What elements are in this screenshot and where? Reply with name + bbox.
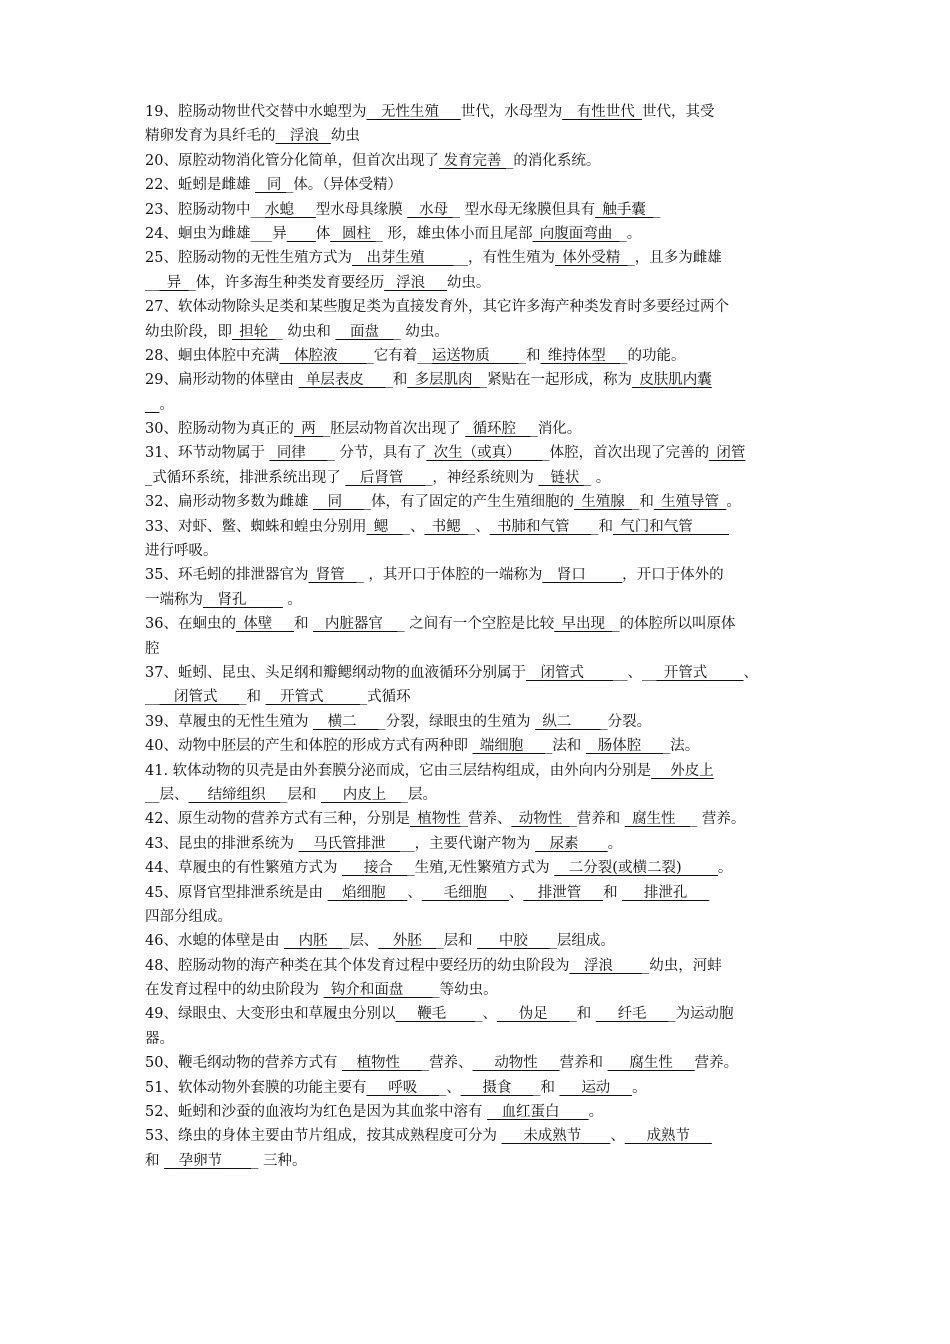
text-segment: 。 xyxy=(607,835,623,852)
answer-blank: ___动物性___ xyxy=(472,1055,560,1072)
text-line xyxy=(145,100,815,124)
text-segment: 53、绦虫的身体主要由节片组成，按其成熟程度可分为 xyxy=(145,1128,502,1145)
answer-blank: _气门和气管_____ xyxy=(612,518,729,535)
text-line xyxy=(145,222,815,246)
answer-blank: ___接合__ xyxy=(342,860,408,877)
answer-blank: __有性世代_ xyxy=(562,104,642,120)
answer-blank: _书肺和气管___ xyxy=(489,518,592,535)
text-segment: 幼虫阶段，即 xyxy=(145,323,232,340)
text-segment: __、__ xyxy=(612,664,657,681)
text-segment: _法和 xyxy=(545,738,586,755)
text-segment: 30、腔肠动物为真正的 xyxy=(145,421,294,438)
text-segment: 。 xyxy=(159,396,174,413)
text-line xyxy=(145,320,815,344)
text-segment: 40、动物中胚层的产生和体腔的形成方式有两种即 xyxy=(145,738,473,755)
text-segment: 四部分组成。 xyxy=(145,908,232,925)
text-line xyxy=(145,856,815,880)
text-segment: _营养、 xyxy=(460,811,512,828)
text-segment: 29、扁形动物的体壁由 xyxy=(145,372,299,389)
text-line xyxy=(145,295,815,319)
answer-blank: __闭管式___ xyxy=(159,689,240,706)
text-segment: _的消化系统。 xyxy=(506,152,601,169)
text-segment: 腔 xyxy=(145,640,160,657)
answer-blank: _动物性_ xyxy=(511,811,570,828)
text-line xyxy=(145,393,815,417)
text-segment: _体，许多海生种类发育要经历 xyxy=(188,274,385,291)
text-segment: 36、在蛔虫的 xyxy=(145,616,236,633)
text-line xyxy=(145,783,815,807)
answer-blank: ___中胶___ xyxy=(477,933,550,950)
answer-blank: __ xyxy=(145,396,160,413)
text-line xyxy=(145,832,815,856)
text-line xyxy=(145,173,815,197)
text-segment: _层。 xyxy=(400,786,437,803)
answer-blank: 水螅___ xyxy=(264,201,316,218)
answer-blank: __植物性___ xyxy=(342,1055,422,1072)
text-line xyxy=(145,685,815,709)
text-segment: 44、草履虫的有性繁殖方式为 xyxy=(145,860,343,877)
text-segment: 20、原腔动物消化管分化简单，但首次出现了 xyxy=(145,152,439,169)
text-line xyxy=(145,1051,815,1075)
answer-blank: __尿素____ xyxy=(535,835,608,852)
text-line xyxy=(145,807,815,831)
text-segment: 25、腔肠动物的无性生殖方式为 xyxy=(145,250,352,267)
text-segment: _和 xyxy=(632,494,654,511)
text-segment: _体。（异体受精） xyxy=(286,177,403,194)
text-segment: _层和 xyxy=(436,933,478,950)
text-segment: 39、草履虫的无性生殖为 xyxy=(145,713,314,730)
text-segment: _法。 xyxy=(663,738,700,755)
text-line xyxy=(145,271,815,295)
text-segment: __，主要代谢产物为 xyxy=(400,835,536,852)
answer-blank: _腐生性__ xyxy=(624,811,691,828)
text-segment: _紧贴在一起形成，称为 xyxy=(479,372,633,389)
text-segment: __层、 xyxy=(145,786,189,803)
answer-blank: ___腐生性___ xyxy=(607,1055,695,1072)
text-line xyxy=(145,246,815,270)
answer-blank: __出芽生殖____ xyxy=(351,250,454,267)
text-segment: 52、蚯蚓和沙蚕的血液均为红色是因为其血浆中溶有 xyxy=(145,1104,488,1121)
text-segment: 进行呼吸。 xyxy=(145,543,218,560)
text-segment: _和 xyxy=(569,1006,596,1023)
text-segment: _营养、 xyxy=(421,1055,473,1072)
text-segment: _的功能。 xyxy=(620,347,686,364)
text-segment: _式循环系统，排泄系统出现了 xyxy=(145,469,346,486)
text-line xyxy=(145,539,815,563)
text-segment: _ xyxy=(653,201,661,218)
text-segment: 23、腔肠动物中__ xyxy=(145,201,265,218)
text-segment: _ 。 xyxy=(583,469,611,486)
text-segment: _营养和 xyxy=(569,811,625,828)
answer-blank: 发育完善 xyxy=(438,152,507,169)
text-segment: 。 xyxy=(282,591,302,608)
text-segment: _层和 xyxy=(280,786,321,803)
answer-blank: _两_ xyxy=(293,421,323,438)
text-line xyxy=(145,1027,815,1051)
answer-blank: _ 水母 xyxy=(407,201,453,218)
text-line xyxy=(145,881,815,905)
text-segment: _ ，其开口于体腔的一端称为 xyxy=(356,567,543,584)
answer-blank: __血红蛋白____ xyxy=(487,1104,589,1121)
text-segment: _，神经系统则为 xyxy=(425,469,539,486)
text-segment: _。 xyxy=(619,225,642,242)
text-segment: _分裂，绿眼虫的生殖为 xyxy=(378,713,536,730)
answer-blank: _钩介和面盘____ xyxy=(323,982,433,999)
text-segment: 19、腔肠动物世代交替中水螅型为 xyxy=(145,104,367,120)
text-segment: _，且多为雌雄 xyxy=(627,250,722,267)
text-line xyxy=(145,759,815,783)
answer-blank: __排泄管___ xyxy=(523,884,604,901)
text-line xyxy=(145,1149,815,1173)
text-segment: 和 xyxy=(603,884,623,901)
text-segment: 和 xyxy=(145,1152,165,1169)
answer-blank: __外皮上 xyxy=(651,762,714,779)
answer-blank: ___纤毛___ xyxy=(595,1006,669,1023)
text-segment: ，开口于体外的 xyxy=(622,567,724,584)
text-line xyxy=(145,1100,815,1124)
text-segment: 24、蛔虫为雌雄___异 xyxy=(145,225,287,242)
answer-blank: __同___ xyxy=(313,494,364,511)
text-line xyxy=(145,905,815,929)
text-line xyxy=(145,1124,815,1148)
text-line xyxy=(145,368,815,392)
text-segment: 。 xyxy=(726,494,741,511)
answer-blank: ___运动___ xyxy=(559,1079,633,1096)
text-segment: _ 之间有一个空腔是比较 xyxy=(397,616,555,633)
answer-blank: __马氏管排泄__ xyxy=(298,835,401,852)
text-segment: _、 xyxy=(438,1079,461,1096)
text-segment: 型水母具缘膜 xyxy=(315,201,408,218)
text-line xyxy=(145,490,815,514)
answer-blank: _ 圆柱 xyxy=(330,225,376,242)
text-segment: 幼虫 xyxy=(330,128,360,145)
answer-blank: __体腔液____ xyxy=(279,347,367,364)
text-segment: 和 xyxy=(293,616,314,633)
text-segment: _ 型水母无缘膜但具有 xyxy=(452,201,596,218)
text-line xyxy=(145,612,815,636)
text-segment: _体，有了固定的产生生殖细胞的 xyxy=(363,494,575,511)
answer-blank: _鳃__ xyxy=(366,518,403,535)
text-line xyxy=(145,637,815,661)
text-segment: _ 营养。 xyxy=(690,811,746,828)
text-segment: _等幼虫。 xyxy=(432,982,498,999)
answer-blank: _向腹面弯曲_ xyxy=(532,225,620,242)
text-segment: _、 xyxy=(402,518,425,535)
answer-blank: _皮肤肌内囊 xyxy=(632,372,712,389)
answer-blank: _纵二____ xyxy=(535,713,601,730)
text-line xyxy=(145,515,815,539)
answer-blank: _肾管 _ xyxy=(308,567,357,584)
answer-blank: ___毛细胞___ xyxy=(421,884,509,901)
answer-blank: ____ xyxy=(286,225,316,242)
text-segment: 28、蛔虫体腔中充满 xyxy=(145,347,280,364)
answer-blank: _ 链状 xyxy=(538,469,584,486)
text-segment: 37、蚯蚓、昆虫、头足纲和瓣鳃纲动物的血液循环分别属于 xyxy=(145,664,526,681)
text-segment: 、 xyxy=(743,664,758,681)
answer-blank: __无性生殖___ xyxy=(366,104,461,120)
answer-blank: __外胚__ xyxy=(378,933,437,950)
text-line xyxy=(145,466,815,490)
answer-blank: _循环腔__ xyxy=(465,421,531,438)
answer-blank: ___内皮上__ xyxy=(320,786,401,803)
text-segment: _和 xyxy=(533,1079,560,1096)
answer-blank: __闭管式____ xyxy=(525,664,613,681)
answer-blank: __浮浪____ xyxy=(569,957,642,974)
text-segment: _生殖,无性繁殖方式为 xyxy=(407,860,555,877)
text-line xyxy=(145,149,815,173)
text-segment: 31、环节动物属于 xyxy=(145,445,270,462)
text-line xyxy=(145,588,815,612)
text-segment: _层组成。 xyxy=(549,933,615,950)
text-segment: _分裂。 xyxy=(600,713,652,730)
text-segment: 46、水螅的体壁是由 xyxy=(145,933,285,950)
answer-blank: ___摄食___ xyxy=(460,1079,534,1096)
text-segment: 幼虫。 xyxy=(446,274,491,291)
answer-blank: _生殖导管_ xyxy=(653,494,727,511)
text-segment: _消化。 xyxy=(530,421,582,438)
text-segment: __ xyxy=(145,274,160,291)
answer-blank: _ 内脏器官__ xyxy=(313,616,398,633)
text-segment: 41. 软体动物的贝壳是由外套膜分泌而成，它由三层结构组成，由外向内分别是 xyxy=(145,762,652,779)
text-line xyxy=(145,198,815,222)
text-line xyxy=(145,661,815,685)
text-segment: 43、昆虫的排泄系统为 xyxy=(145,835,299,852)
text-segment: 、 xyxy=(407,884,422,901)
text-segment: 49、绿眼虫、大变形虫和草履虫分别以 xyxy=(145,1006,396,1023)
answer-blank: _触手囊_ xyxy=(595,201,654,218)
answer-blank: __内胚__ xyxy=(284,933,343,950)
text-segment: 42、原生动物的营养方式有三种，分别是 xyxy=(145,811,410,828)
text-line xyxy=(145,710,815,734)
text-segment: 。 xyxy=(588,1104,604,1121)
answer-blank: _单层表皮___ xyxy=(298,372,386,389)
answer-blank: _体壁___ xyxy=(235,616,294,633)
text-segment: _和 xyxy=(591,518,613,535)
answer-blank: __面盘__ xyxy=(335,323,394,340)
text-segment: _它有着__ xyxy=(366,347,432,364)
text-segment: _ 幼虫和 xyxy=(275,323,336,340)
text-segment: _层、 xyxy=(342,933,379,950)
text-line xyxy=(145,1076,815,1100)
answer-blank: _生殖腺_ xyxy=(574,494,633,511)
text-segment: __，有性生殖为 xyxy=(453,250,555,267)
answer-blank: _ 浮浪___ xyxy=(384,274,447,291)
answer-blank: _ 肠体腔___ xyxy=(585,738,664,755)
answer-blank: _植物性 xyxy=(409,811,461,828)
answer-blank: _维持体型__ xyxy=(540,347,621,364)
answer-blank: _端细胞___ xyxy=(472,738,546,755)
text-line xyxy=(145,563,815,587)
text-segment: 22、蚯蚓是雌雄 xyxy=(145,177,256,194)
answer-blank: __孕卵节____ xyxy=(164,1152,252,1169)
text-segment: _ 三种。 xyxy=(251,1152,307,1169)
text-segment: 营养和 xyxy=(559,1055,608,1072)
text-segment: _幼虫，河蚌 xyxy=(641,957,722,974)
text-line xyxy=(145,344,815,368)
text-line xyxy=(145,441,815,465)
answer-blank: __浮浪 _ xyxy=(275,128,331,145)
document-page xyxy=(145,100,815,1173)
answer-blank: _早出现_ xyxy=(554,616,613,633)
text-segment: 48、腔肠动物的海产种类在其个体发育过程中要经历的幼虫阶段为 xyxy=(145,957,570,974)
text-line xyxy=(145,417,815,441)
text-segment: _、 xyxy=(475,1006,497,1023)
text-segment: 世代，其受 xyxy=(641,104,715,120)
text-segment: 。 xyxy=(632,1079,647,1096)
answer-blank: __ 结缔组织__ xyxy=(188,786,281,803)
text-segment: _的体腔所以叫原体 xyxy=(612,616,736,633)
answer-blank: __开管式_____ xyxy=(265,689,360,706)
text-segment: 精卵发育为具纤毛的 xyxy=(145,128,276,145)
answer-blank: __肾口_____ xyxy=(542,567,623,584)
answer-blank: ___成熟节___ xyxy=(624,1128,712,1145)
answer-blank: ___伪足___ xyxy=(496,1006,570,1023)
text-segment: 、 xyxy=(610,1128,625,1145)
answer-blank: _多层肌肉_ xyxy=(407,372,480,389)
text-segment: 、 xyxy=(508,884,524,901)
text-segment: 27、软体动物除头足类和某些腹足类为直接发育外，其它许多海产种类发育时多要经过两个 xyxy=(145,299,729,316)
text-segment: 器。 xyxy=(145,1030,174,1047)
answer-blank: _ 同 xyxy=(255,177,287,194)
text-segment: _和 xyxy=(518,347,541,364)
text-line xyxy=(145,124,815,148)
text-segment: _和 xyxy=(385,372,408,389)
text-segment: _ 幼虫。 xyxy=(393,323,449,340)
text-segment: 营养。 xyxy=(694,1055,739,1072)
answer-blank: __肾孔_____ xyxy=(203,591,283,608)
answer-blank: __二分裂(或横二裂)_____ xyxy=(554,860,718,877)
answer-blank: _书鳃_ xyxy=(424,518,468,535)
answer-blank: ___未成熟节____ xyxy=(501,1128,611,1145)
text-segment: 35、环毛蚓的排泄器官为 xyxy=(145,567,309,584)
text-segment: 50、鞭毛纲动物的营养方式有 xyxy=(145,1055,343,1072)
text-segment: 一端称为 xyxy=(145,591,203,608)
answer-blank: ___排泄孔___ xyxy=(622,884,710,901)
answer-blank: _次生（或真）___ xyxy=(426,445,543,462)
answer-blank: _同律___ xyxy=(269,445,328,462)
text-segment: 在发育过程中的幼虫阶段为 xyxy=(145,982,324,999)
answer-blank: _异_ xyxy=(159,274,189,291)
text-segment: _体腔，首次出现了完善的 xyxy=(542,445,710,462)
text-segment: _和 xyxy=(239,689,266,706)
text-segment: _胚层动物首次出现了 xyxy=(322,421,466,438)
text-segment: 。 xyxy=(717,860,733,877)
answer-blank: ___鞭毛____ xyxy=(395,1006,476,1023)
text-segment: _ 形，雄虫体小而且尾部 xyxy=(375,225,533,242)
text-line xyxy=(145,978,815,1002)
text-segment: 世代，水母型为 xyxy=(460,104,563,120)
answer-blank: 运送物质____ xyxy=(431,347,519,364)
text-line xyxy=(145,734,815,758)
text-line xyxy=(145,1002,815,1026)
answer-blank: _开管式_____ xyxy=(656,664,744,681)
answer-blank: __后肾管___ xyxy=(345,469,426,486)
text-segment: _式循环 xyxy=(359,689,411,706)
answer-blank: _闭管 xyxy=(709,445,746,462)
text-segment: _为运动胞 xyxy=(668,1006,734,1023)
text-segment: _、 xyxy=(467,518,490,535)
text-line xyxy=(145,929,815,953)
text-segment: 32、扁形动物多数为雌雄 xyxy=(145,494,314,511)
text-line xyxy=(145,954,815,978)
text-segment: 45、原肾官型排泄系统是由 xyxy=(145,884,328,901)
answer-blank: ___呼吸___ xyxy=(366,1079,439,1096)
text-segment: _ 分节，具有了 xyxy=(327,445,427,462)
answer-blank: _体外受精_ xyxy=(554,250,628,267)
text-segment: 33、对虾、鳖、蜘蛛和蝗虫分别用 xyxy=(145,518,367,535)
answer-blank: _担轮_ xyxy=(232,323,276,340)
answer-blank: __横二___ xyxy=(313,713,379,730)
text-segment: 体 xyxy=(315,225,331,242)
text-segment: __ xyxy=(145,689,160,706)
answer-blank: __焰细胞___ xyxy=(327,884,408,901)
text-segment: 51、软体动物外套膜的功能主要有 xyxy=(145,1079,367,1096)
